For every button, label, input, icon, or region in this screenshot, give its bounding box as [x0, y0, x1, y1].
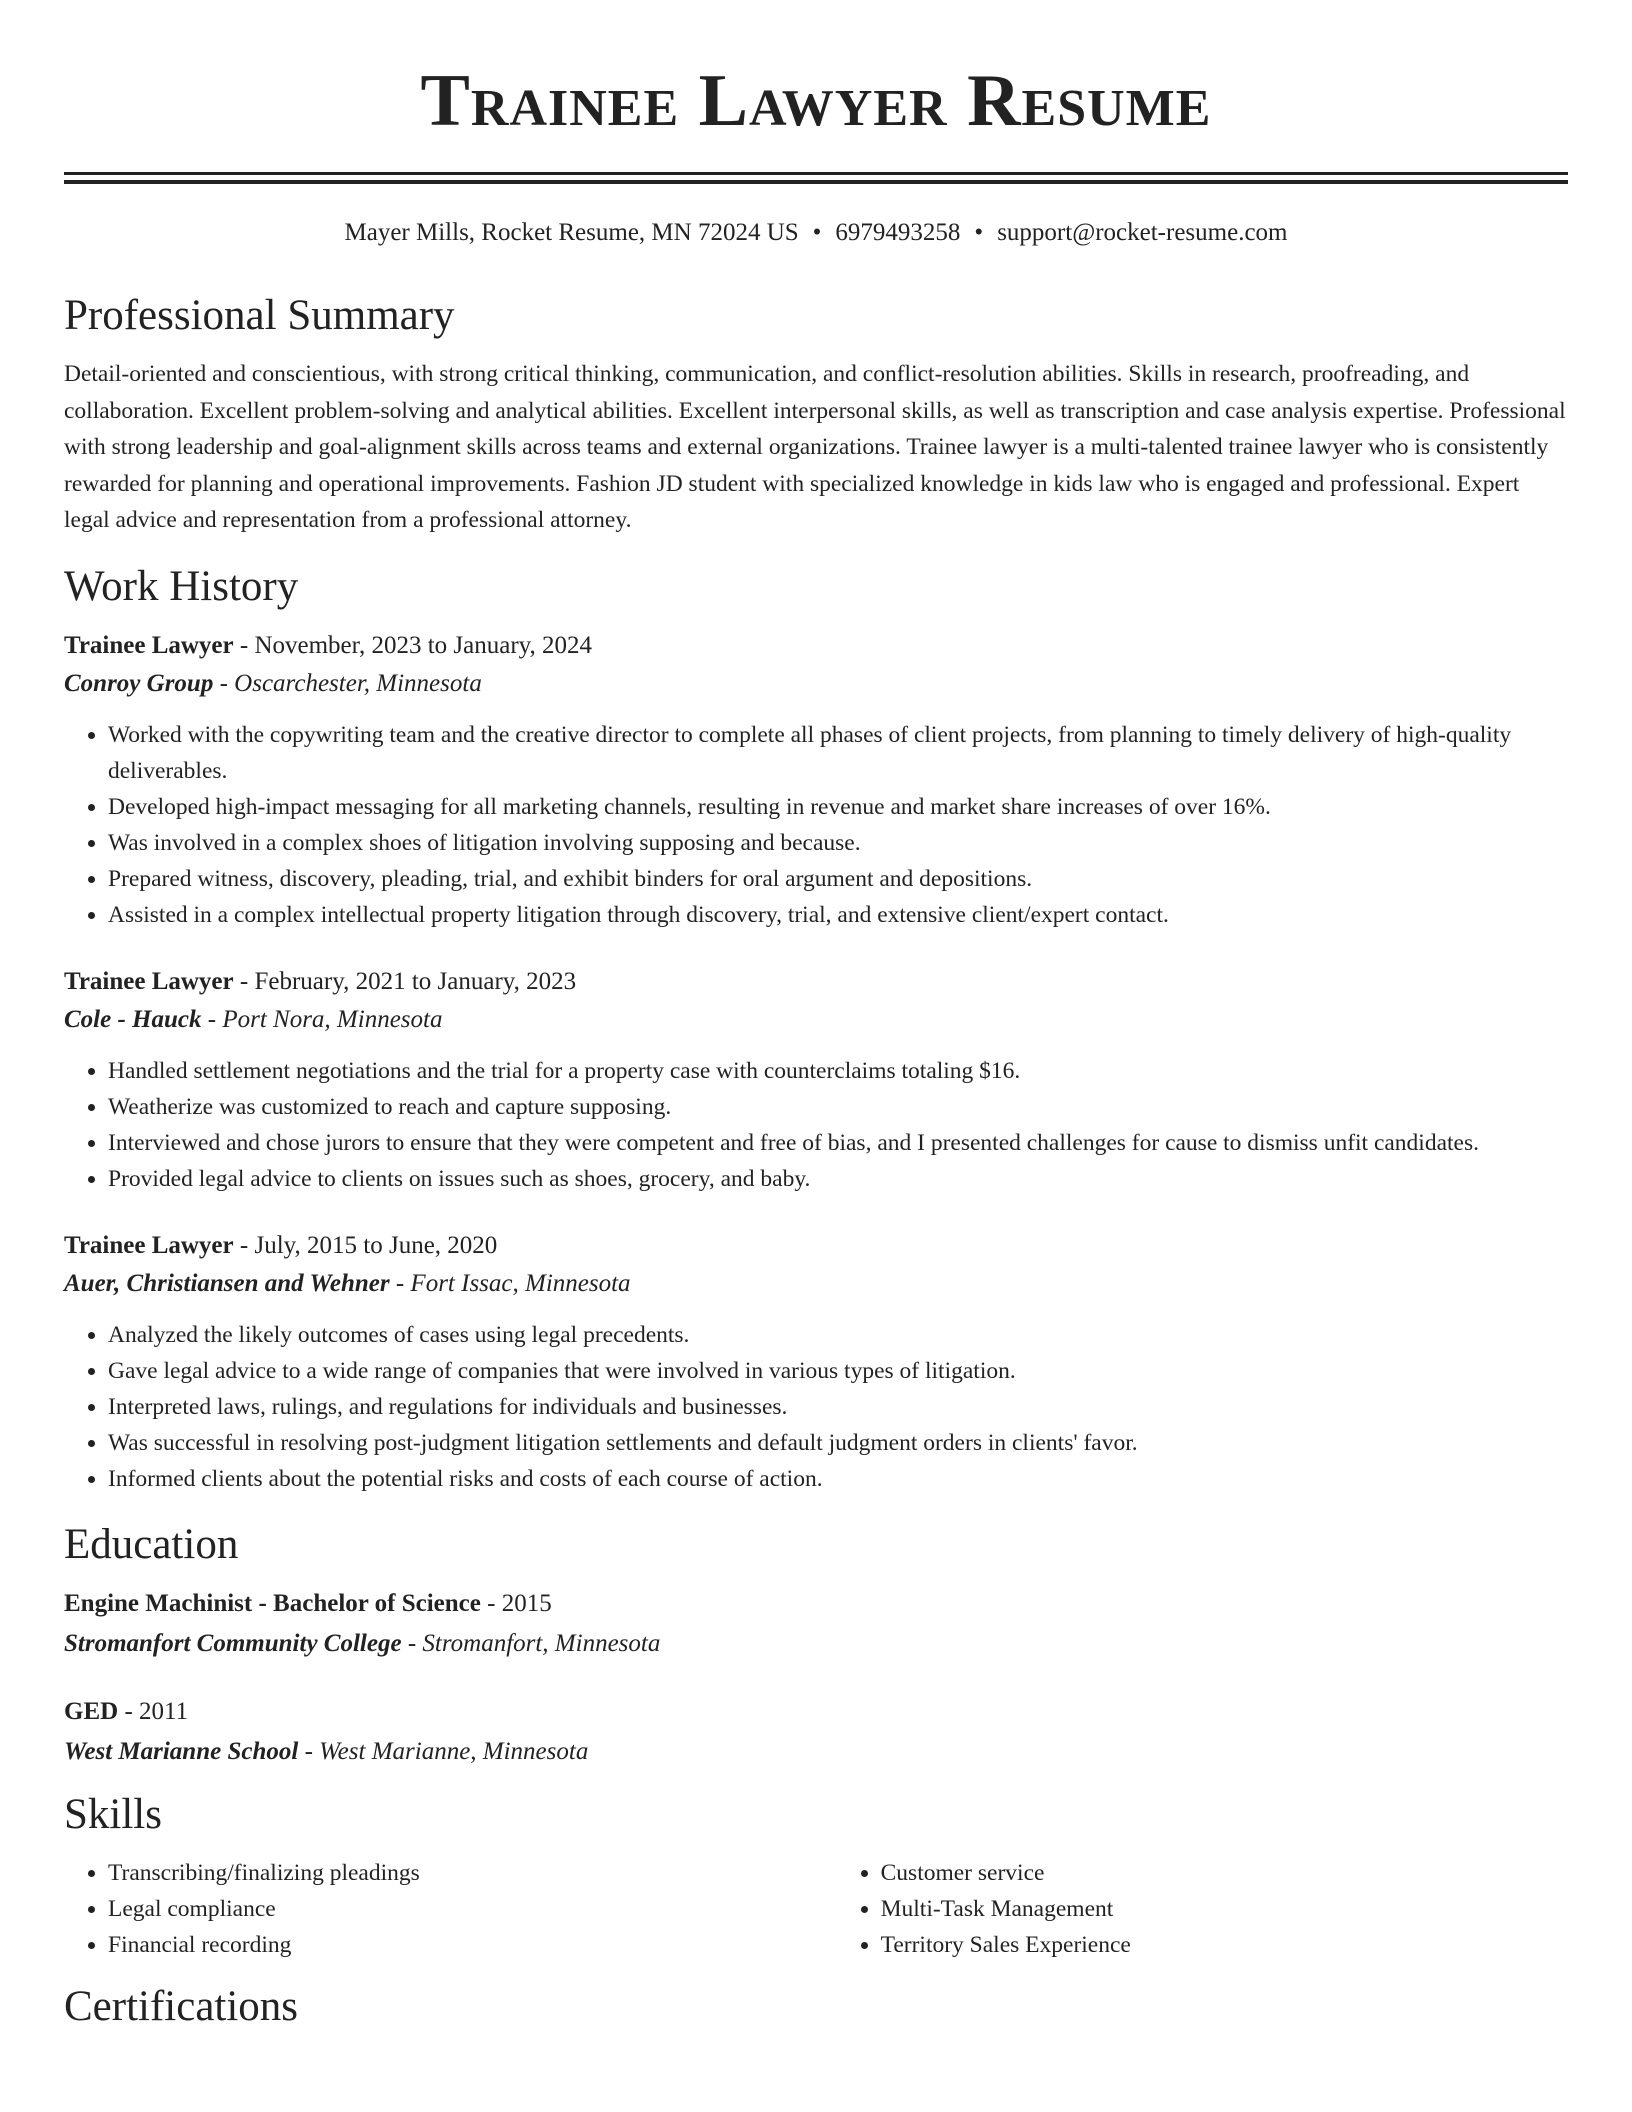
skill-item: • Territory Sales Experience — [881, 1927, 1568, 1963]
education-location: - West Marianne, Minnesota — [298, 1737, 589, 1765]
job-bullets — [64, 1317, 1568, 1497]
skill-item: • Legal compliance — [108, 1891, 837, 1927]
education-school-line — [64, 1733, 1568, 1771]
job-company-line — [64, 665, 1568, 703]
job-bullet: • Provided legal advice to clients on issues such as shoes, grocery, and baby. — [108, 1161, 1568, 1197]
job-dates: - July, 2015 to June, 2020 — [233, 1231, 498, 1259]
job-title-line — [64, 1227, 1568, 1265]
job-bullet: • Was successful in resolving post-judgment litigation settlements and default judgment orders in clients' favor. — [108, 1425, 1568, 1461]
education-year: - 2015 — [480, 1589, 552, 1617]
job-company-line — [64, 1001, 1568, 1039]
skill-item: • Transcribing/finalizing pleadings — [108, 1855, 837, 1891]
job-bullet: • Was involved in a complex shoes of litigation involving supposing and because. — [108, 825, 1568, 861]
job-entry — [64, 963, 1568, 1197]
skills-heading: Skills — [64, 1790, 162, 1838]
job-title: Trainee Lawyer — [64, 967, 234, 995]
contact-email: support@rocket-resume.com — [997, 219, 1288, 246]
job-location: - Port Nora, Minnesota — [201, 1005, 443, 1033]
job-dates: - November, 2023 to January, 2024 — [233, 631, 593, 659]
skill-item: • Multi-Task Management — [881, 1891, 1568, 1927]
education-year: - 2011 — [118, 1697, 189, 1725]
education-entry — [64, 1693, 1568, 1771]
job-entry — [64, 627, 1568, 933]
certifications-heading: Certifications — [64, 1982, 299, 2030]
job-bullet: • Developed high-impact messaging for all marketing channels, resulting in revenue and market share increases of over 16%. — [108, 789, 1568, 825]
skills-column-left — [64, 1855, 837, 1963]
education-entry — [64, 1585, 1568, 1663]
job-company-line — [64, 1265, 1568, 1303]
education-degree: Engine Machinist - Bachelor of Science — [64, 1589, 481, 1617]
job-bullet: • Weatherize was customized to reach and capture supposing. — [108, 1089, 1568, 1125]
contact-separator: • — [812, 219, 822, 246]
job-dates: - February, 2021 to January, 2023 — [233, 967, 577, 995]
contact-address: Mayer Mills, Rocket Resume, MN 72024 US — [344, 219, 799, 246]
skills-column-right — [837, 1855, 1568, 1963]
education-school-line — [64, 1625, 1568, 1663]
summary-heading: Professional Summary — [64, 292, 455, 339]
education-degree-line — [64, 1693, 1568, 1731]
job-bullet: • Informed clients about the potential risks and costs of each course of action. — [108, 1461, 1568, 1497]
contact-line — [64, 216, 1568, 250]
title-double-rule — [64, 172, 1568, 184]
job-bullet: • Interpreted laws, rulings, and regulations for individuals and businesses. — [108, 1389, 1568, 1425]
job-company: Cole - Hauck — [64, 1005, 202, 1033]
job-entry — [64, 1227, 1568, 1497]
job-bullets — [64, 717, 1568, 933]
job-bullet: • Gave legal advice to a wide range of companies that were involved in various types of litigation. — [108, 1353, 1568, 1389]
education-school: West Marianne School — [64, 1737, 299, 1765]
job-company: Auer, Christiansen and Wehner — [64, 1269, 390, 1297]
job-title-line — [64, 963, 1568, 1001]
work-history-heading: Work History — [64, 562, 299, 610]
job-bullet: • Worked with the copywriting team and the creative director to complete all phases of client projects, from planning to timely delivery of high-quality deliverables. — [108, 717, 1568, 789]
job-bullet: • Interviewed and chose jurors to ensure that they were competent and free of bias, and I presented challenges for cause to dismiss unfit candidates. — [108, 1125, 1568, 1161]
resume-title: Trainee Lawyer Resume — [420, 60, 1212, 142]
education-heading: Education — [64, 1520, 239, 1568]
education-degree: GED — [64, 1697, 119, 1725]
contact-separator: • — [974, 219, 984, 246]
education-location: - Stromanfort, Minnesota — [401, 1629, 661, 1657]
education-degree-line — [64, 1585, 1568, 1623]
skill-item: • Customer service — [881, 1855, 1568, 1891]
skill-item: • Financial recording — [108, 1927, 837, 1963]
job-bullet: • Prepared witness, discovery, pleading, trial, and exhibit binders for oral argument and depositions. — [108, 861, 1568, 897]
contact-phone: 6979493258 — [835, 219, 961, 246]
job-location: - Fort Issac, Minnesota — [389, 1269, 631, 1297]
job-bullet: • Handled settlement negotiations and the trial for a property case with counterclaims totaling $16. — [108, 1053, 1568, 1089]
summary-text: Detail-oriented and conscientious, with strong critical thinking, communication, and conflict-resolution abilities. Skills in research, proofreading, and collaboration. Excellent problem-solving and analytical abilities. Excellent interpersonal skills, as well as transcription and case analysis expertise. Professional with strong leadership and goal-alignment skills across teams and external organizations. Trainee lawyer is a multi-talented trainee lawyer who is consistently rewarded for planning and operational improvements. Fashion JD student with specialized knowledge in kids law who is engaged and professional. Expert legal advice and representation from a professional attorney. — [64, 361, 1566, 533]
job-bullet: • Analyzed the likely outcomes of cases using legal precedents. — [108, 1317, 1568, 1353]
skills-grid — [64, 1855, 1568, 1963]
job-title: Trainee Lawyer — [64, 631, 234, 659]
job-bullets — [64, 1053, 1568, 1197]
job-title-line — [64, 627, 1568, 665]
education-school: Stromanfort Community College — [64, 1629, 402, 1657]
job-bullet: • Assisted in a complex intellectual property litigation through discovery, trial, and extensive client/expert contact. — [108, 897, 1568, 933]
job-company: Conroy Group — [64, 669, 214, 697]
job-location: - Oscarchester, Minnesota — [213, 669, 482, 697]
job-title: Trainee Lawyer — [64, 1231, 234, 1259]
